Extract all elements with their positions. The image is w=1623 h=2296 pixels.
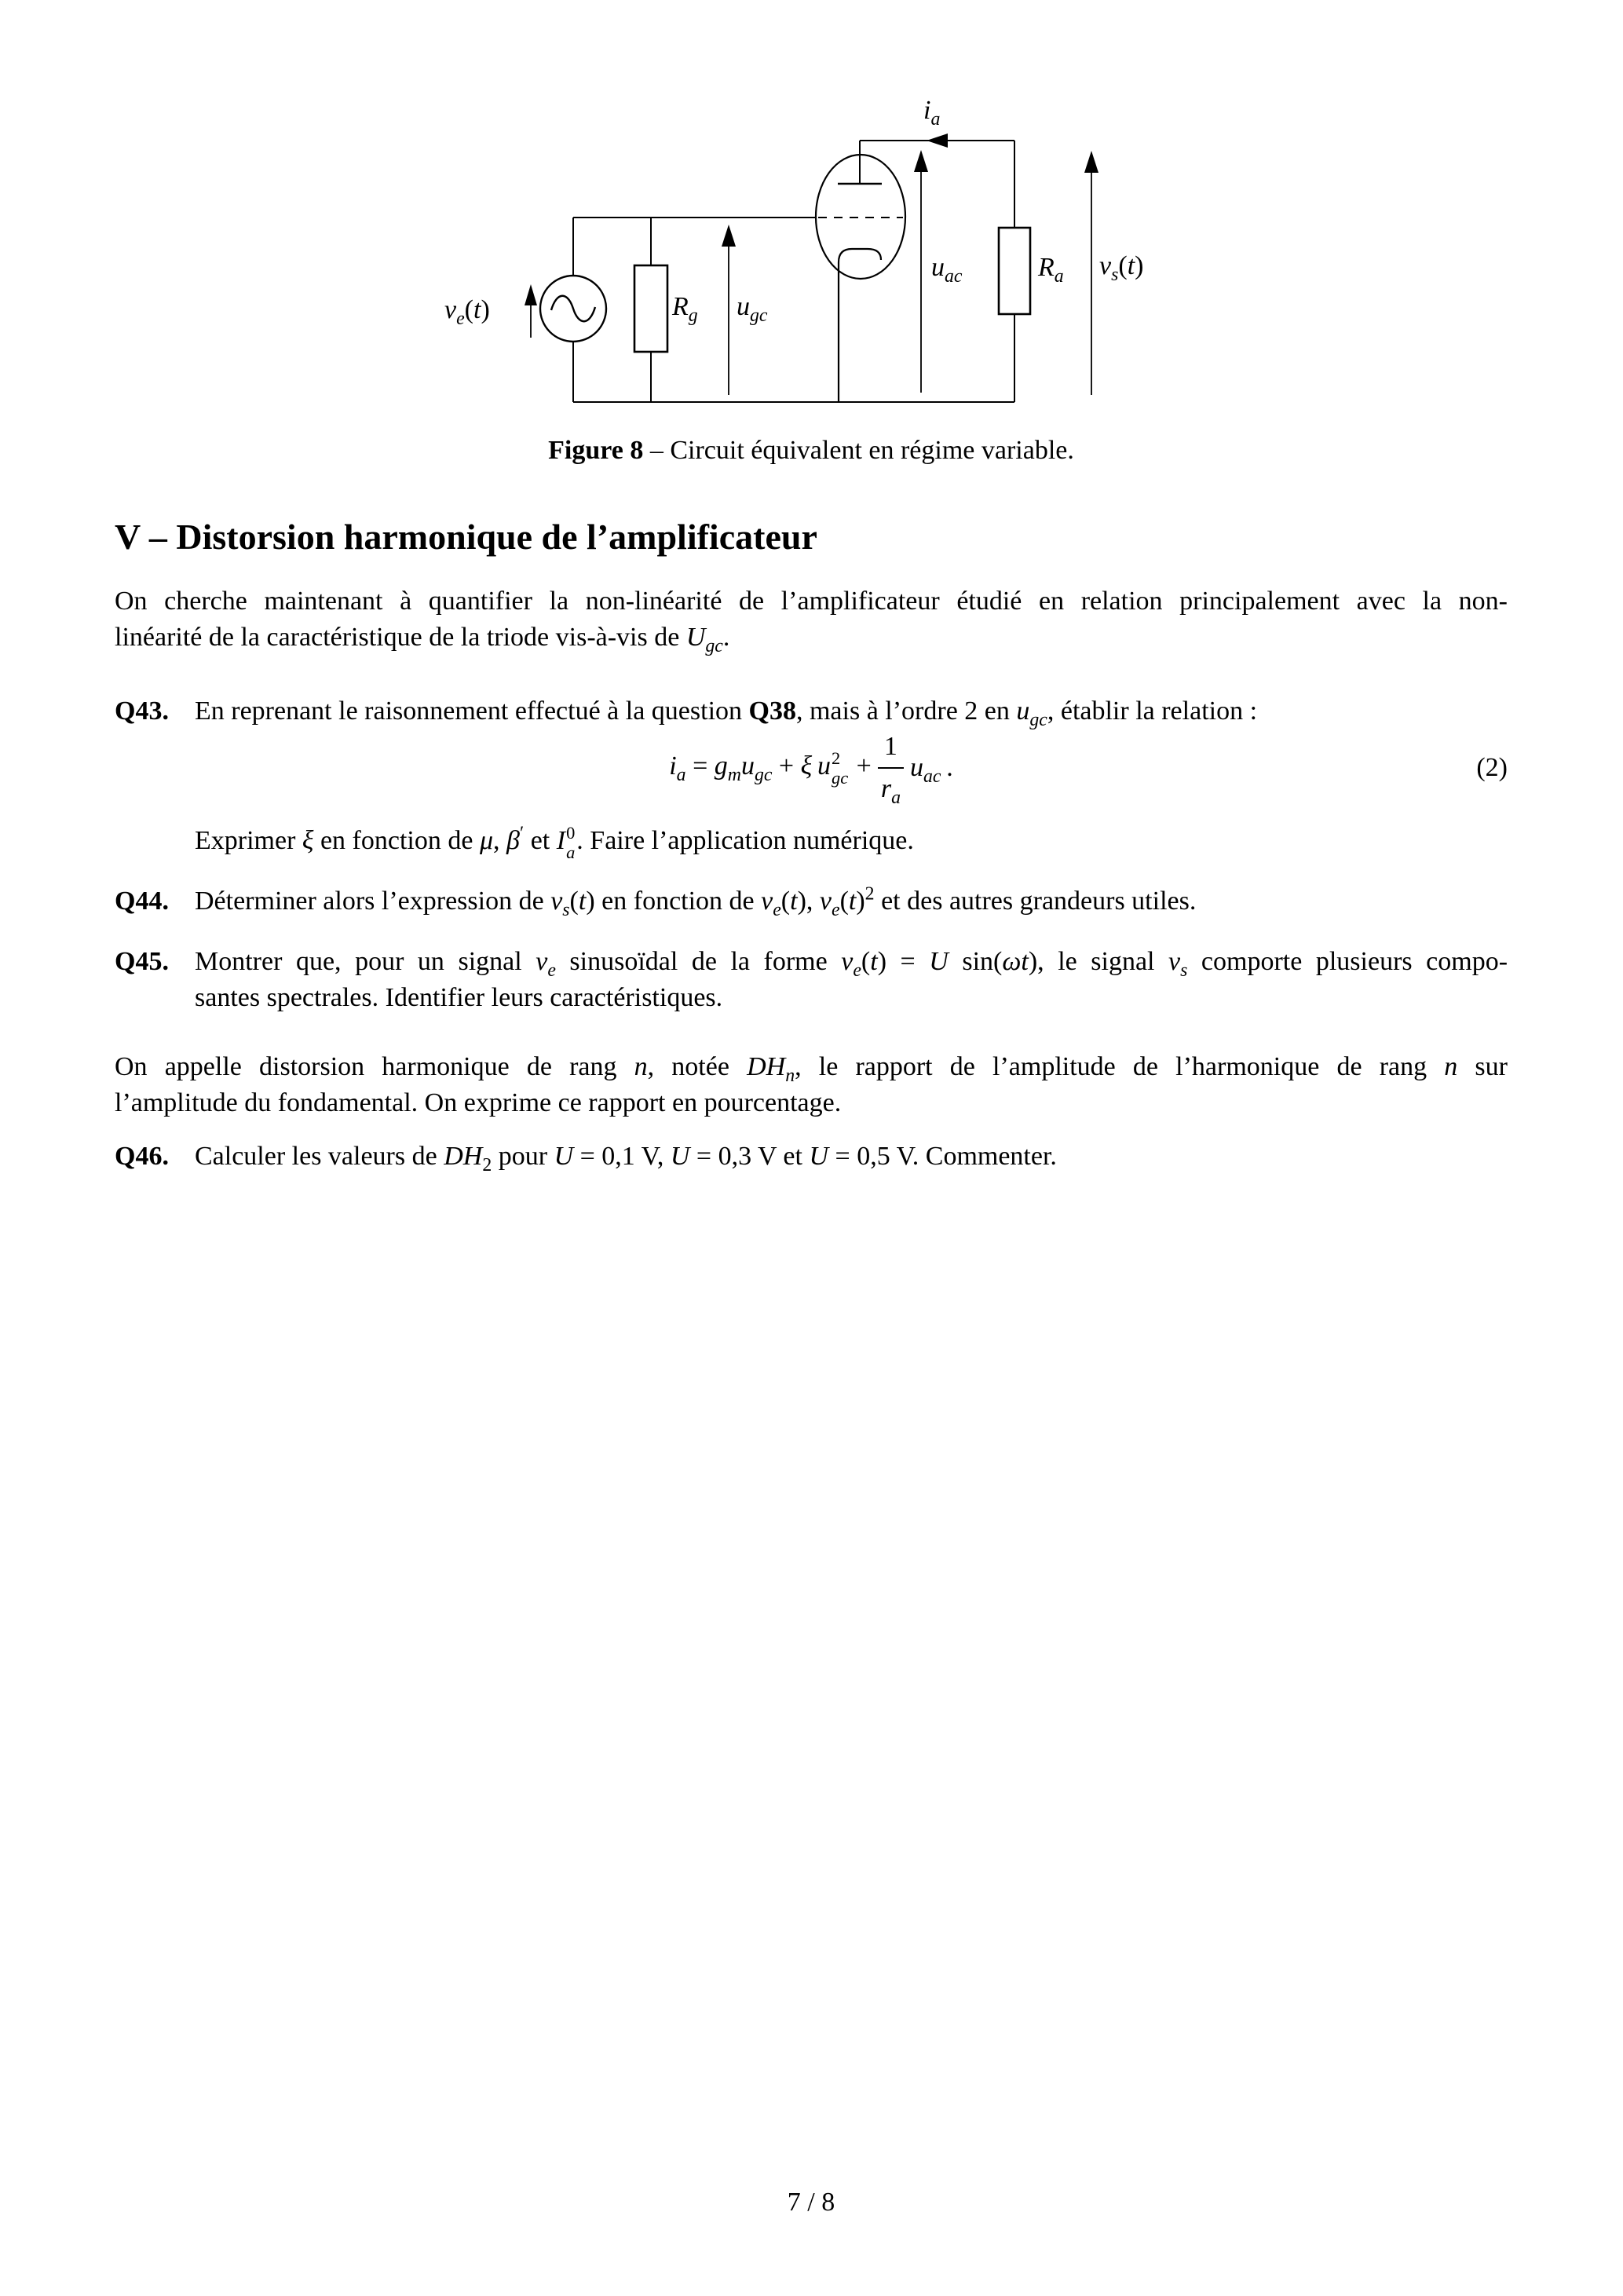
question-text: En reprenant le raisonnement effectué à la question Q38, mais à l’ordre 2 en $u_{gc}$, établir la relation : <box>195 696 1258 730</box>
equation-fraction <box>875 729 907 807</box>
question-q46 <box>115 1139 1508 1175</box>
resistor-rg-icon <box>634 265 667 352</box>
label-rg: $R_g$ <box>672 292 698 326</box>
sine-symbol-icon <box>551 296 595 322</box>
page-number: 7 / 8 <box>787 2188 835 2217</box>
ve-arrowhead-icon <box>525 284 537 305</box>
question-label: Q44. <box>115 887 169 916</box>
label-ugc: $u_{gc}$ <box>737 292 768 326</box>
intro-line-1: On cherche maintenant à quantifier la non-linéarité de l’amplificateur étudié en relation principalement avec la non- <box>115 587 1508 616</box>
equation-post: $u_{ac}$ . <box>910 753 953 787</box>
equation-body <box>669 729 953 807</box>
dh-line-2: l’amplitude du fondamental. On exprime ce rapport en pourcentage. <box>115 1088 842 1117</box>
label-vs: $v_s(t)$ <box>1099 251 1144 285</box>
uac-arrowhead-icon <box>914 150 928 172</box>
intro-paragraph <box>115 583 1508 656</box>
figure-caption-label: Figure 8 <box>548 436 644 465</box>
fraction-denominator: $r_a$ <box>880 774 901 808</box>
equation-pre: $i_a = g_mu_{gc} + \xi$ u 2 gc + <box>669 748 872 788</box>
circuit-diagram-svg <box>440 69 1193 438</box>
ia-arrowhead-icon <box>927 133 948 148</box>
label-ve: $v_e(t)$ <box>444 295 490 329</box>
question-label: Q45. <box>115 947 169 976</box>
equation-tag: (2) <box>1476 753 1508 782</box>
vs-arrowhead-icon <box>1084 151 1098 173</box>
question-text: Calculer les valeurs de $DH_2$ pour U = 0,1 V, U = 0,3 V et U = 0,5 V. Commenter. <box>195 1142 1057 1175</box>
question-label: Q43. <box>115 696 169 726</box>
figure-caption-text: – Circuit équivalent en régime variable. <box>643 436 1074 465</box>
ugc-arrowhead-icon <box>722 225 736 247</box>
question-q45 <box>115 944 1508 1016</box>
q45-line-1: Montrer que, pour un signal $v_e$ sinusoïdal de la forme $v_e(t) = U$ sin(ωt), le signal $v_s$ comporte plusieurs compo- <box>195 947 1508 981</box>
question-text <box>195 944 1508 1016</box>
q43-followup: Exprimer ξ en fonction de μ, β′ et I 0 a . Faire l’application numérique. <box>195 823 914 863</box>
resistor-ra-icon <box>999 228 1030 314</box>
equation-2 <box>115 730 1508 806</box>
question-text: Déterminer alors l’expression de $v_s(t)$ en fonction de $v_e(t)$, $v_e(t)^2$ et des autres grandeurs utiles. <box>195 883 1197 920</box>
dh-definition-paragraph <box>115 1049 1508 1121</box>
label-ra: $R_a$ <box>1038 253 1064 287</box>
intro-line-2: linéarité de la caractéristique de la triode vis-à-vis de $U_{gc}$. <box>115 623 730 656</box>
q45-line-2: santes spectrales. Identifier leurs caractéristiques. <box>195 983 723 1012</box>
triode-cathode-icon <box>839 249 881 402</box>
figure-caption <box>115 433 1508 469</box>
question-label: Q46. <box>115 1142 169 1171</box>
figure-circuit <box>440 69 1193 438</box>
label-uac: $u_{ac}$ <box>931 253 963 287</box>
dh-line-1: On appelle distorsion harmonique de rang n, notée $DH_n$, le rapport de l’amplitude de l’harmonique de rang n sur <box>115 1052 1508 1086</box>
label-ia: $i_a$ <box>923 96 941 130</box>
question-q43 <box>115 693 1508 729</box>
fraction-numerator: 1 <box>878 729 904 769</box>
section-title: V – Distorsion harmonique de l’amplificateur <box>115 517 817 557</box>
question-q44 <box>115 883 1508 919</box>
